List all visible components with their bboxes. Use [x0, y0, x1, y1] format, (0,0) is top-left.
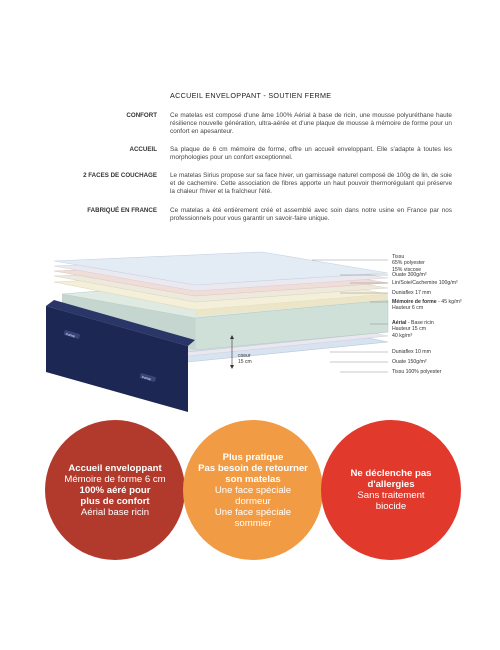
- spec-text: Ce matelas est composé d'une âme 100% Aérial à base de ricin, une mousse polyuréthane haute résilience nouvelle génération, ultra-aérée et d'une plaque de mousse à mémoire de forme pour un confort en apesanteur.: [170, 112, 452, 136]
- callout-memoire: Mémoire de forme - 45 kg/m³ Hauteur 6 cm: [392, 299, 462, 312]
- callout-lin-soie: Lin/Soie/Cachemire 100g/m²: [392, 280, 458, 286]
- callout-duniaflex-10: Duniaflex 10 mm: [392, 349, 431, 355]
- callout-tissu-bottom: Tissu 100% polyester: [392, 369, 442, 375]
- callout-ouate-300: Ouate 300g/m²: [392, 272, 427, 278]
- callout-tissu-top: Tissu 65% polyester 15% viscose: [392, 254, 425, 273]
- spec-text: Sa plaque de 6 cm mémoire de forme, offre un accueil enveloppant. Elle s'adapte à toutes les morphologies pour un confort exceptionnel.: [170, 146, 452, 162]
- brand-patch-label: Dunlop: [141, 374, 152, 382]
- page-heading: ACCUEIL ENVELOPPANT - SOUTIEN FERME: [170, 91, 332, 100]
- spec-text: Le matelas Sirius propose sur sa face hiver, un garnissage naturel composé de 100g de lin, de soie et de cachemire. Cette association de fibres apporte un haut pouvoir thermorégulant qui préserve la chaleur l'hiver et la fraîcheur l'été.: [170, 172, 452, 196]
- feature-circle-allergy: Ne déclenche pas d'allergies Sans traitement biocide: [321, 420, 461, 560]
- feature-circle-practical: Plus pratique Pas besoin de retourner son matelas Une face spéciale dormeur Une face spéciale sommier: [183, 420, 323, 560]
- spec-label: CONFORT: [126, 112, 157, 119]
- spec-label: 2 FACES DE COUCHAGE: [83, 172, 157, 179]
- callout-aerial: Aérial - Base ricin Hauteur 15 cm 40 kg/m³: [392, 320, 434, 339]
- feature-circle-comfort: Accueil enveloppant Mémoire de forme 6 cm 100% aéré pour plus de confort Aérial base ricin: [45, 420, 185, 560]
- arrow-down-icon: [230, 365, 234, 369]
- spec-text: Ce matelas a été entièrement créé et assemblé avec soin dans notre usine en France par nos professionnels pour vous garantir un savoir-faire unique.: [170, 207, 452, 223]
- spec-label: ACCUEIL: [129, 146, 157, 153]
- spec-label: FABRIQUÉ EN FRANCE: [87, 207, 157, 214]
- callout-duniaflex-17: Duniaflex 17 mm: [392, 290, 431, 296]
- callout-ouate-150: Ouate 150g/m²: [392, 359, 427, 365]
- brand-patch-label: Dunlop: [65, 331, 76, 339]
- core-height-label: 15 cm: [238, 359, 252, 365]
- core-label: coeur: [238, 353, 251, 359]
